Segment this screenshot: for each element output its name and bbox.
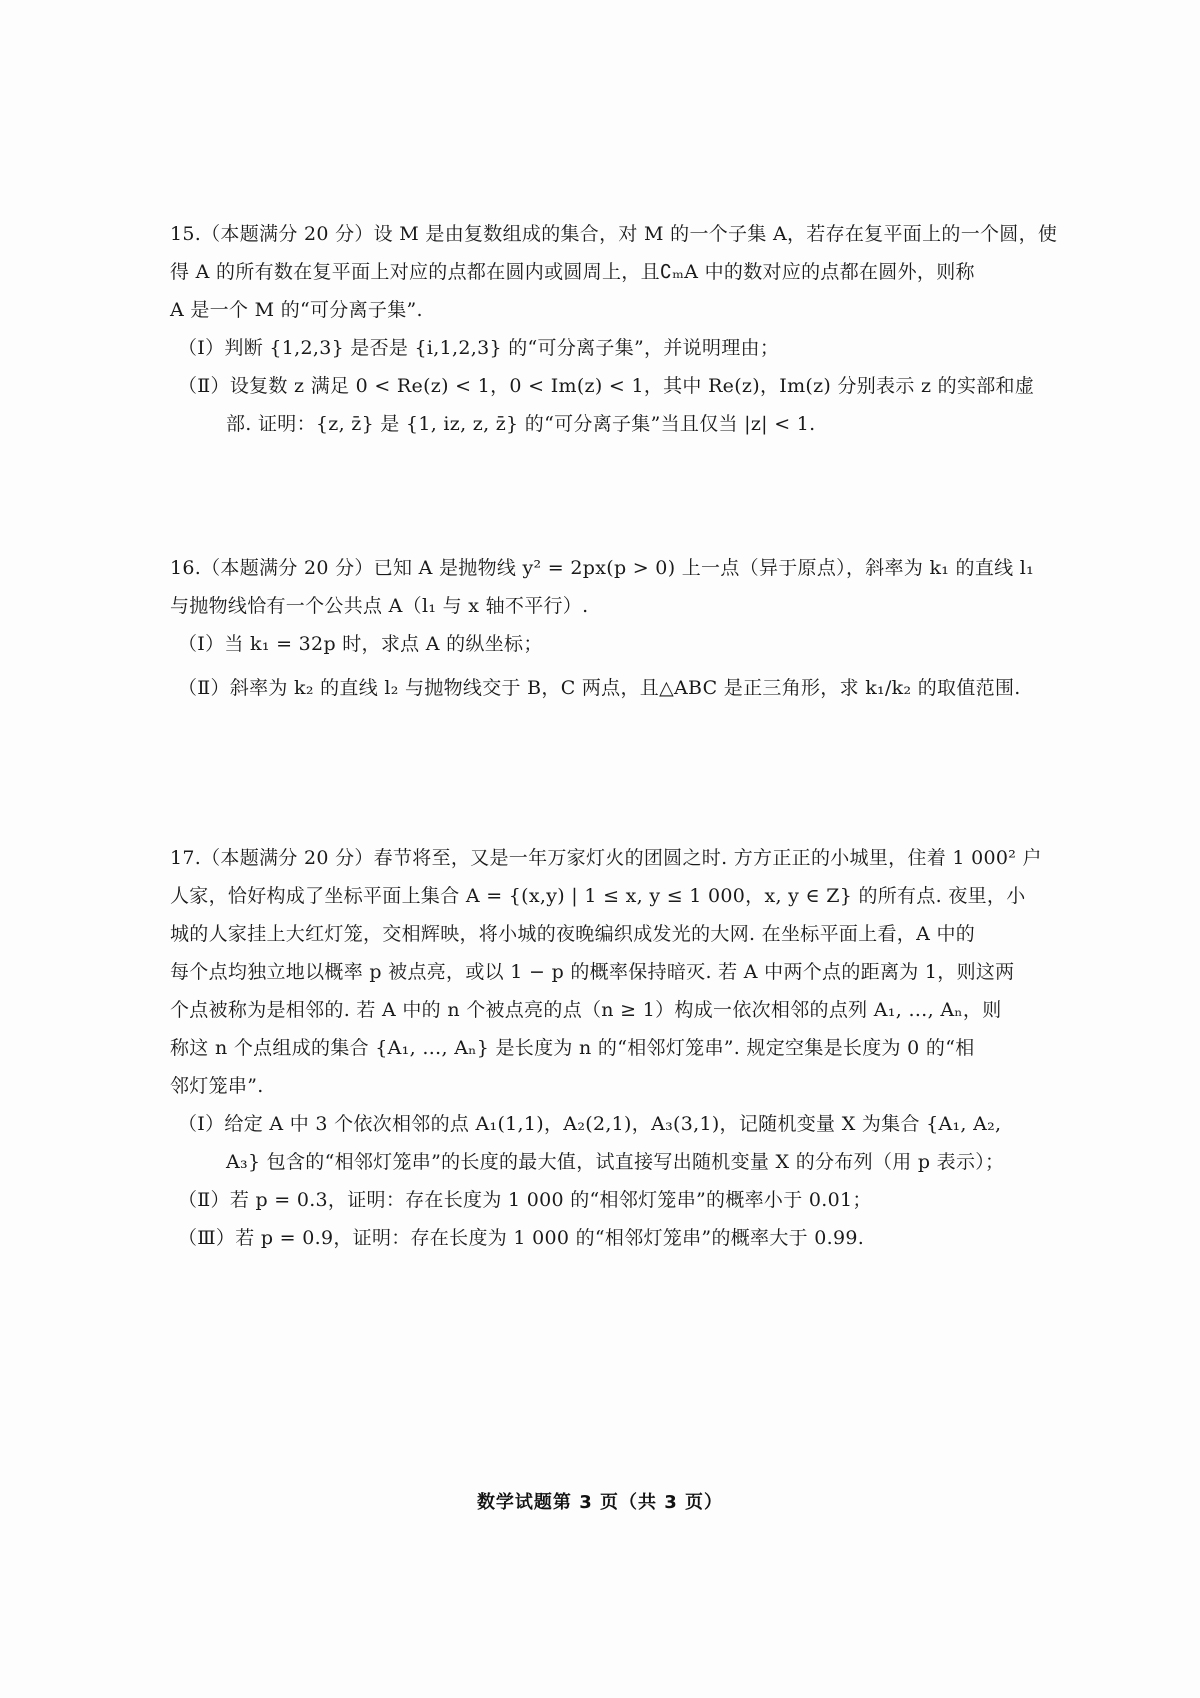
- page-footer: 数学试题第 3 页（共 3 页）: [476, 1492, 724, 1513]
- problem-17: [170, 842, 1050, 1254]
- problem-17-line-6: 称这 n 个点组成的集合 {A₁, …, Aₙ} 是长度为 n 的“相邻灯笼串”. 规定空集是长度为 0 的“相: [170, 1037, 975, 1059]
- problem-15-line-2: 得 A 的所有数在复平面上对应的点都在圆内或圆周上，且∁ₘA 中的数对应的点都在圆外，则称: [170, 261, 975, 283]
- problem-17-line-5: 个点被称为是相邻的. 若 A 中的 n 个被点亮的点（n ≥ 1）构成一依次相邻的点列 A₁, …, Aₙ，则: [170, 999, 1002, 1021]
- problem-15: [170, 218, 1058, 440]
- problem-17-part-1-line-2: A₃} 包含的“相邻灯笼串”的长度的最大值，试直接写出随机变量 X 的分布列（用 p 表示）；: [226, 1151, 1005, 1173]
- problem-17-line-3: 城的人家挂上大红灯笼，交相辉映，将小城的夜晚编织成发光的大网. 在坐标平面上看，A 中的: [170, 923, 976, 945]
- problem-16-line-2: 与抛物线恰有一个公共点 A（l₁ 与 x 轴不平行）.: [170, 595, 589, 617]
- problem-17-line-4: 每个点均独立地以概率 p 被点亮，或以 1 − p 的概率保持暗灭. 若 A 中两个点的距离为 1，则这两: [170, 961, 1015, 983]
- problem-15-part-2-line-1: （Ⅱ）设复数 z 满足 0 < Re(z) < 1，0 < Im(z) < 1，其中 Re(z)，Im(z) 分别表示 z 的实部和虚: [178, 375, 1035, 397]
- problem-17-line-2: 人家，恰好构成了坐标平面上集合 A = {(x,y) | 1 ≤ x, y ≤ 1 000，x, y ∈ Z} 的所有点. 夜里，小: [170, 885, 1026, 907]
- problem-16-part-1: （Ⅰ）当 k₁ = 32p 时，求点 A 的纵坐标；: [178, 633, 543, 655]
- problem-15-part-1: （Ⅰ）判断 {1,2,3} 是否是 {i,1,2,3} 的“可分离子集”，并说明理由；: [178, 337, 780, 359]
- problem-15-line-1: 15.（本题满分 20 分）设 M 是由复数组成的集合，对 M 的一个子集 A，若存在复平面上的一个圆，使: [170, 223, 1058, 245]
- problem-17-part-1-line-1: （Ⅰ）给定 A 中 3 个依次相邻的点 A₁(1,1)，A₂(2,1)，A₃(3,1)，记随机变量 X 为集合 {A₁, A₂,: [178, 1113, 1002, 1135]
- problem-17-line-7: 邻灯笼串”.: [170, 1075, 264, 1097]
- problem-16-part-2: （Ⅱ）斜率为 k₂ 的直线 l₂ 与抛物线交于 B，C 两点，且△ABC 是正三角形，求 k₁/k₂ 的取值范围.: [178, 677, 1021, 699]
- problem-16-line-1: 16.（本题满分 20 分）已知 A 是抛物线 y² = 2px(p > 0) 上一点（异于原点），斜率为 k₁ 的直线 l₁: [170, 557, 1035, 579]
- problem-17-part-3: （Ⅲ）若 p = 0.9，证明：存在长度为 1 000 的“相邻灯笼串”的概率大于 0.99.: [178, 1227, 865, 1249]
- problem-15-part-2-line-2: 部. 证明：{z, z̄} 是 {1, iz, z, z̄} 的“可分离子集”当且仅当 |z| < 1.: [226, 413, 816, 435]
- problem-17-part-2: （Ⅱ）若 p = 0.3，证明：存在长度为 1 000 的“相邻灯笼串”的概率小于 0.01；: [178, 1189, 872, 1211]
- problem-15-line-3: A 是一个 M 的“可分离子集”.: [170, 299, 423, 321]
- problem-16: [170, 552, 1050, 704]
- problem-17-line-1: 17.（本题满分 20 分）春节将至，又是一年万家灯火的团圆之时. 方方正正的小城里，住着 1 000² 户: [170, 847, 1042, 869]
